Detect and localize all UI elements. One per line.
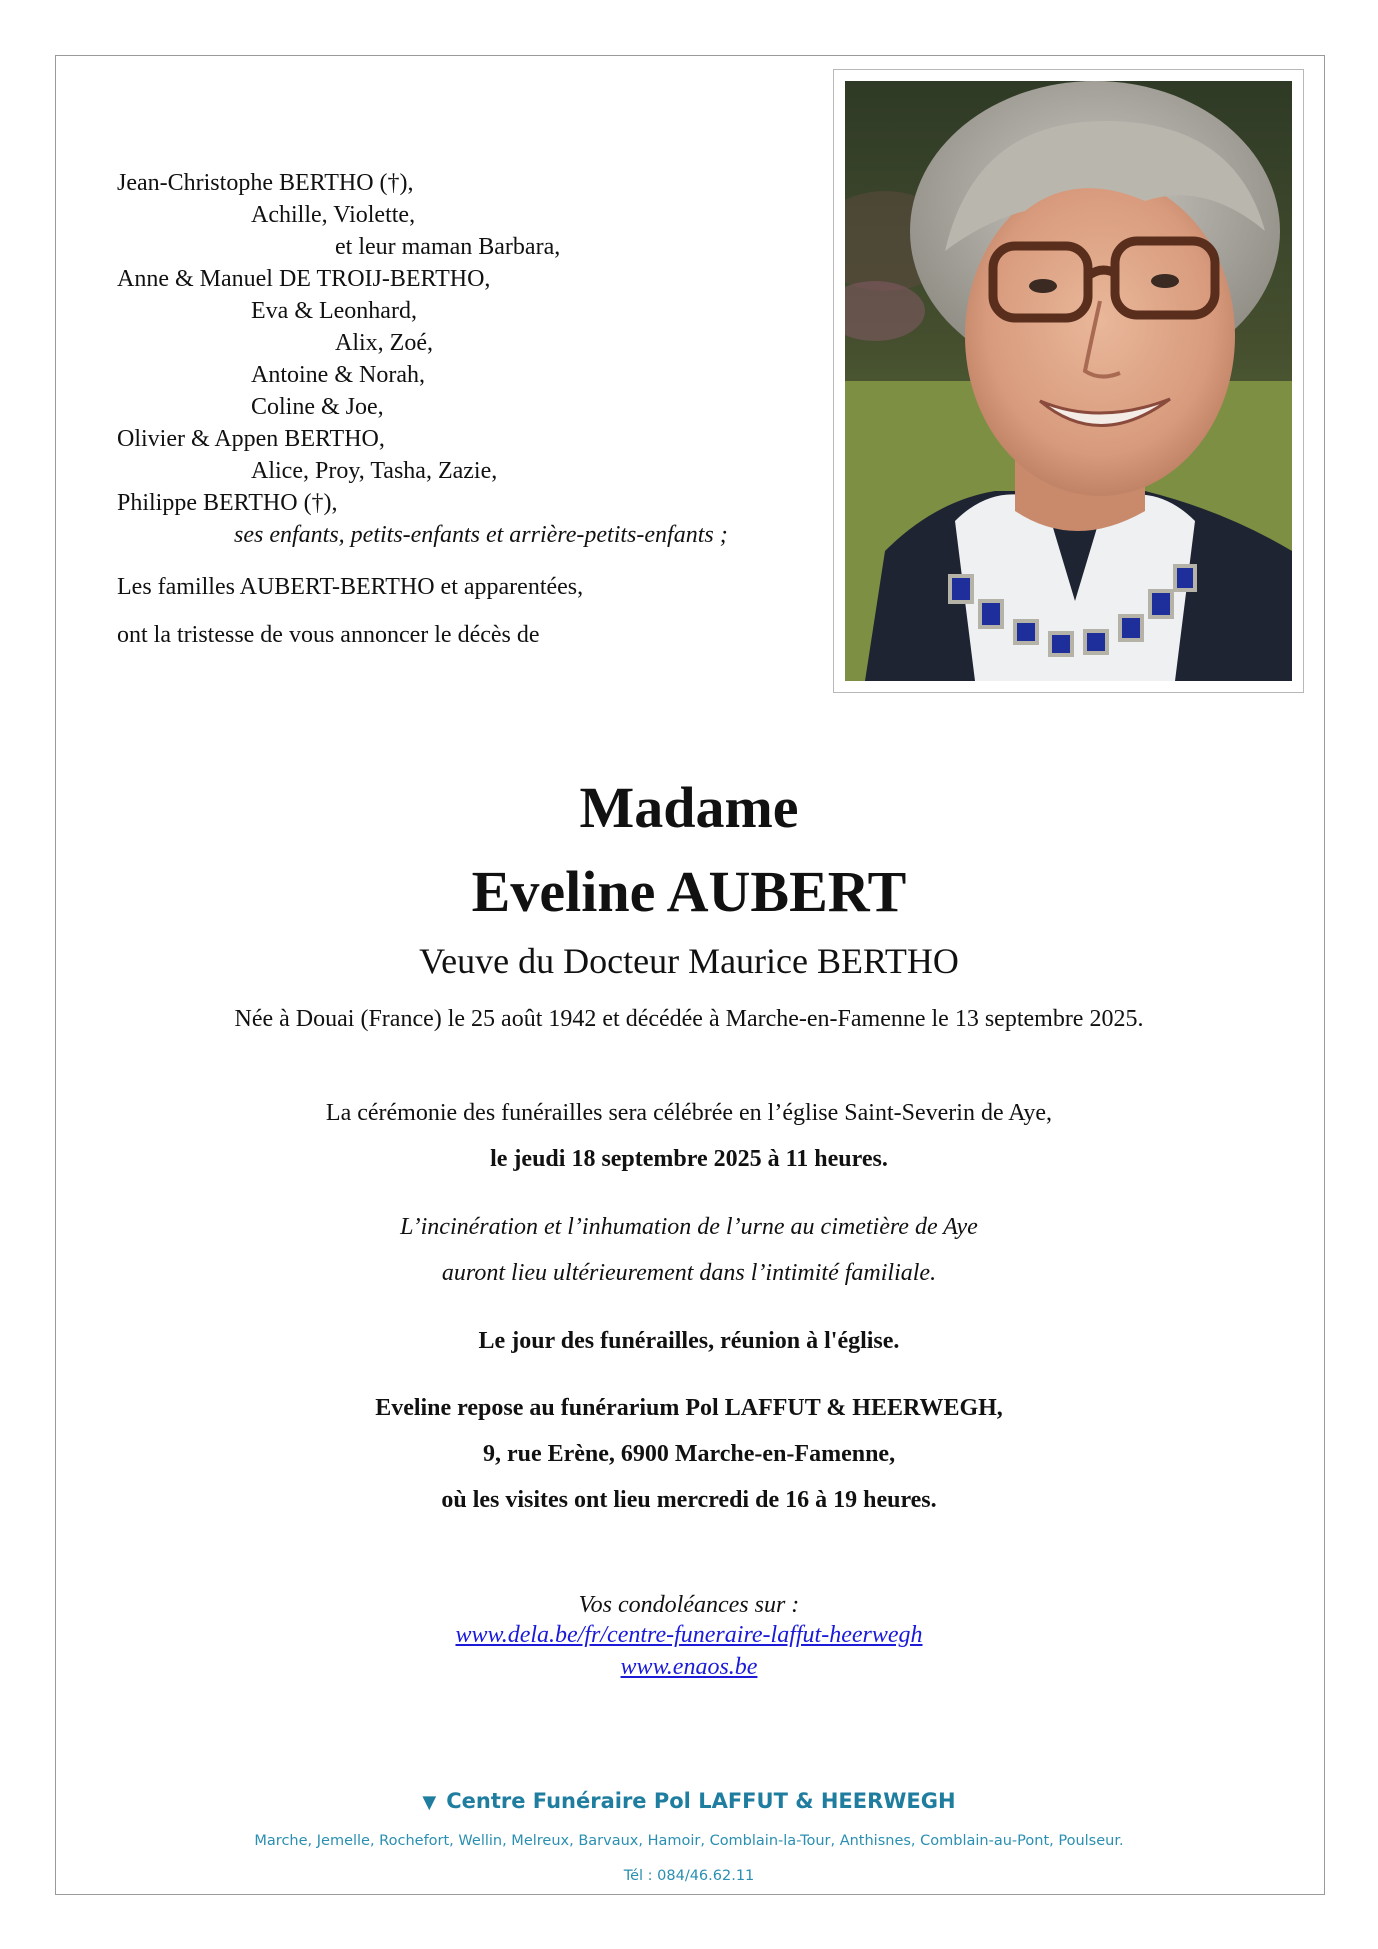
- visit-line1: Eveline repose au funérarium Pol LAFFUT & HEERWEGH,: [375, 1395, 1003, 1421]
- condolences-link-dela[interactable]: www.dela.be/fr/centre-funeraire-laffut-heerwegh: [455, 1622, 923, 1648]
- family-line: Antoine & Norah,: [251, 362, 425, 388]
- family-line: et leur maman Barbara,: [335, 234, 561, 260]
- deceased-widow: Veuve du Docteur Maurice BERTHO: [419, 941, 959, 981]
- family-line: Anne & Manuel DE TROIJ-BERTHO,: [117, 266, 491, 292]
- intro-families: Les familles AUBERT-BERTHO et apparentées,: [117, 574, 584, 600]
- family-line: Alice, Proy, Tasha, Zazie,: [251, 458, 498, 484]
- deceased-title: Madame: [579, 775, 799, 840]
- visit-line2: 9, rue Erène, 6900 Marche-en-Famenne,: [482, 1441, 896, 1467]
- condolences-link-enaos[interactable]: www.enaos.be: [620, 1654, 758, 1680]
- meeting-info: Le jour des funérailles, réunion à l'église.: [478, 1328, 900, 1354]
- footer-company: [0, 1787, 1378, 1817]
- cremation-line1: L’incinération et l’inhumation de l’urne au cimetière de Aye: [400, 1214, 978, 1240]
- family-line: Jean-Christophe BERTHO (†),: [117, 170, 414, 196]
- footer-phone: Tél : 084/46.62.11: [623, 1868, 755, 1884]
- family-line: Eva & Leonhard,: [251, 298, 417, 324]
- visit-line3: où les visites ont lieu mercredi de 16 à 19 heures.: [441, 1487, 937, 1513]
- family-line: Coline & Joe,: [251, 394, 384, 420]
- deceased-name: Eveline AUBERT: [471, 859, 907, 924]
- condolences-label: Vos condoléances sur :: [578, 1592, 800, 1618]
- down-triangle-icon: ▼: [422, 1792, 437, 1813]
- family-line: Philippe BERTHO (†),: [117, 490, 338, 516]
- cremation-line2: auront lieu ultérieurement dans l’intimité familiale.: [441, 1260, 937, 1286]
- family-line: Achille, Violette,: [251, 202, 416, 228]
- family-list: [117, 167, 837, 551]
- family-line: Olivier & Appen BERTHO,: [117, 426, 385, 452]
- deceased-dates: Née à Douai (France) le 25 août 1942 et décédée à Marche-en-Famenne le 13 septembre 2025.: [234, 1006, 1144, 1032]
- footer-locations: Marche, Jemelle, Rochefort, Wellin, Melreux, Barvaux, Hamoir, Comblain-la-Tour, Anthisnes, Comblain-au-Pont, Poulseur.: [254, 1833, 1124, 1849]
- ceremony-line2: le jeudi 18 septembre 2025 à 11 heures.: [490, 1146, 888, 1172]
- portrait-frame: [833, 69, 1304, 693]
- intro-announce: ont la tristesse de vous annoncer le décès de: [117, 622, 540, 648]
- family-line: Alix, Zoé,: [335, 330, 433, 356]
- family-line: ses enfants, petits-enfants et arrière-petits-enfants ;: [234, 522, 728, 548]
- portrait-photo: [845, 81, 1292, 681]
- ceremony-line1: La cérémonie des funérailles sera célébrée en l’église Saint-Severin de Aye,: [325, 1100, 1053, 1126]
- footer-company-name: Centre Funéraire Pol LAFFUT & HEERWEGH: [446, 1789, 956, 1813]
